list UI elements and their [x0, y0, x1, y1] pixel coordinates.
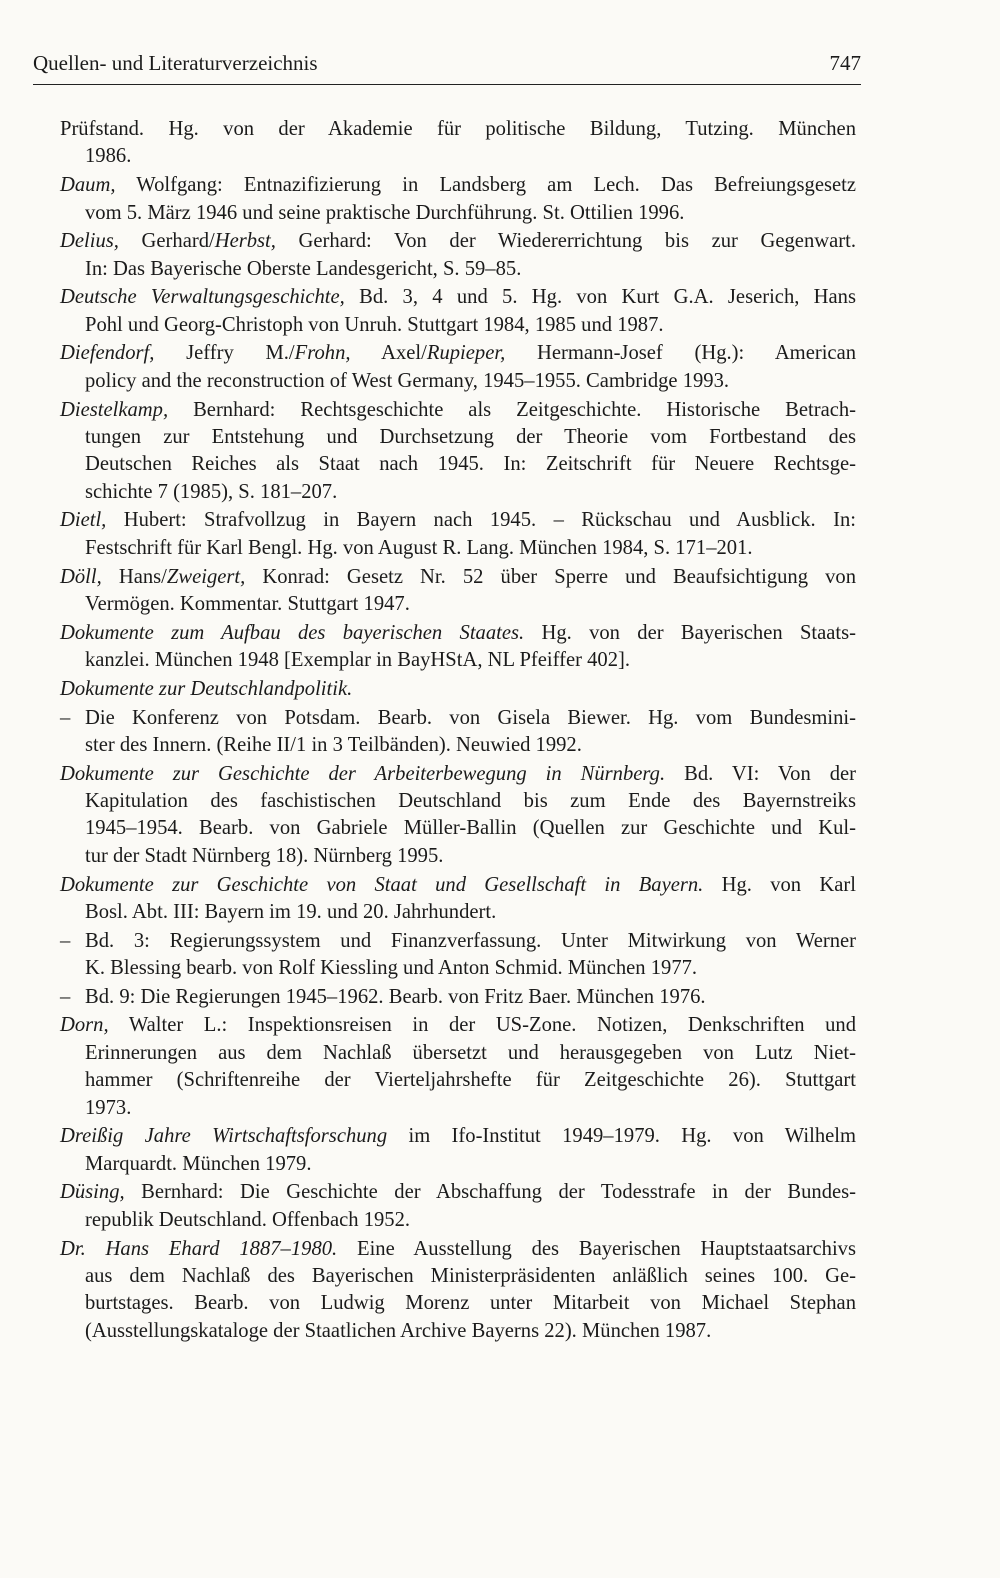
- work-title: Dokumente zur Geschichte der Arbeiterbewegung in Nürnberg.: [60, 762, 666, 785]
- author-name: Rupieper,: [426, 342, 506, 365]
- entry-text: Prüfstand. Hg. von der Akademie für politische Bildung, Tutzing. München: [60, 118, 856, 140]
- entry-line: [60, 1123, 856, 1150]
- author-name: Diefendorf,: [60, 342, 155, 365]
- entry-line: [60, 340, 856, 367]
- entry-line: [60, 732, 856, 759]
- list-dash: –: [60, 985, 71, 1008]
- entry-text: 1973.: [85, 1096, 132, 1119]
- author-given-name: Hans/: [101, 565, 167, 588]
- entry-line: [60, 397, 856, 424]
- entry-text: Deutschen Reiches als Staat nach 1945. In: Zeitschrift für Neuere Rechtsge-: [85, 453, 856, 476]
- list-dash: –: [60, 929, 71, 952]
- entry-line: [60, 647, 856, 674]
- entry-line: [60, 955, 856, 982]
- work-title: Dokumente zur Geschichte von Staat und Gesellschaft in Bayern.: [60, 873, 704, 896]
- author-name: Frohn,: [294, 342, 351, 365]
- entry-text: im Ifo-Institut 1949–1979. Hg. von Wilhelm: [387, 1125, 857, 1148]
- entry-line: [60, 1040, 856, 1067]
- bibliography-entry: [60, 705, 856, 760]
- bibliography-list: [60, 116, 856, 1347]
- author-name: Döll,: [60, 565, 102, 588]
- entry-line: [60, 172, 856, 199]
- entry-text: Hubert: Strafvollzug in Bayern nach 1945. – Rückschau und Ausblick. In:: [106, 509, 856, 532]
- entry-text: K. Blessing bearb. von Rolf Kiessling und Anton Schmid. München 1977.: [85, 957, 698, 980]
- entry-text: Bernhard: Die Geschichte der Abschaffung der Todesstrafe in der Bundes-: [124, 1181, 856, 1204]
- entry-text: Bosl. Abt. III: Bayern im 19. und 20. Jahrhundert.: [85, 900, 497, 923]
- entry-text: tur der Stadt Nürnberg 18). Nürnberg 1995.: [85, 844, 444, 867]
- entry-text: kanzlei. München 1948 [Exemplar in BayHStA, NL Pfeiffer 402].: [85, 649, 631, 672]
- entry-text: republik Deutschland. Offenbach 1952.: [85, 1208, 411, 1231]
- bibliography-entry: [60, 228, 856, 283]
- entry-text: Erinnerungen aus dem Nachlaß übersetzt und herausgegeben von Lutz Niet-: [85, 1041, 856, 1064]
- entry-line: [60, 1318, 856, 1345]
- entry-text: policy and the reconstruction of West Germany, 1945–1955. Cambridge 1993.: [85, 369, 730, 392]
- entry-line: [60, 312, 856, 339]
- bibliography-entry: [60, 1012, 856, 1122]
- author-given-name: Jeffry M./: [154, 342, 295, 365]
- entry-text: aus dem Nachlaß des Bayerischen Ministerpräsidenten anläßlich seines 100. Ge-: [85, 1265, 856, 1287]
- entry-line: [60, 507, 856, 534]
- entry-line: [60, 200, 856, 227]
- entry-text: 1945–1954. Bearb. von Gabriele Müller-Ballin (Quellen zur Geschichte und Kul-: [85, 817, 856, 840]
- bibliography-entry: [60, 564, 856, 619]
- author-name: Diestelkamp,: [60, 398, 169, 421]
- entry-line: [60, 1179, 856, 1206]
- bibliography-entry: [60, 984, 856, 1011]
- entry-line: [60, 1067, 856, 1094]
- bibliography-entry: [60, 284, 856, 339]
- entry-line: [60, 591, 856, 618]
- author-name: Daum,: [60, 174, 116, 197]
- entry-text: Hg. von Karl: [703, 873, 856, 896]
- work-title: Dokumente zum Aufbau des bayerischen Staates.: [60, 621, 525, 644]
- entry-line: [60, 284, 856, 311]
- entry-line: [60, 788, 856, 815]
- entry-text: Bd. 9: Die Regierungen 1945–1962. Bearb. von Fritz Baer. München 1976.: [85, 985, 706, 1008]
- entry-line: [60, 1012, 856, 1039]
- entry-text: Hg. von der Bayerischen Staats-: [524, 621, 856, 644]
- entry-text: Wolfgang: Entnazifizierung in Landsberg am Lech. Das Befreiungsgesetz: [115, 174, 856, 197]
- entry-text: Bernhard: Rechtsgeschichte als Zeitgeschichte. Historische Betrach-: [168, 398, 856, 421]
- entry-text: Eine Ausstellung des Bayerischen Hauptstaatsarchivs: [337, 1237, 856, 1260]
- entry-line: [60, 368, 856, 395]
- entry-line: [60, 1290, 856, 1317]
- entry-text: 1986.: [85, 145, 132, 168]
- entry-line: [60, 676, 856, 703]
- entry-text: Marquardt. München 1979.: [85, 1152, 312, 1175]
- entry-line: [60, 424, 856, 451]
- entry-text: Kapitulation des faschistischen Deutschland bis zum Ende des Bayernstreiks: [85, 790, 856, 813]
- work-title: Dr. Hans Ehard 1887–1980.: [60, 1237, 338, 1260]
- entry-line: [60, 1151, 856, 1178]
- author-name: Dietl,: [60, 509, 107, 532]
- author-name: Herbst,: [214, 230, 276, 253]
- entry-text: vom 5. März 1946 und seine praktische Durchführung. St. Ottilien 1996.: [85, 201, 685, 224]
- bibliography-entry: [60, 1123, 856, 1178]
- entry-text: schichte 7 (1985), S. 181–207.: [85, 480, 338, 503]
- author-name: Düsing,: [60, 1181, 125, 1204]
- bibliography-entry: [60, 172, 856, 227]
- entry-text: Walter L.: Inspektionsreisen in der US-Zone. Notizen, Denkschriften und: [108, 1014, 856, 1037]
- entry-text: Vermögen. Kommentar. Stuttgart 1947.: [85, 592, 410, 615]
- entry-text: Gerhard: Von der Wiedererrichtung bis zur Gegenwart.: [275, 230, 856, 253]
- entry-line: [60, 535, 856, 562]
- entry-line: [60, 143, 856, 170]
- entry-text: ster des Innern. (Reihe II/1 in 3 Teilbänden). Neuwied 1992.: [85, 733, 582, 756]
- bibliography-entry: [60, 397, 856, 507]
- entry-text: Festschrift für Karl Bengl. Hg. von August R. Lang. München 1984, S. 171–201.: [85, 536, 753, 559]
- entry-line: [60, 815, 856, 842]
- entry-line: [60, 564, 856, 591]
- entry-line: [60, 872, 856, 899]
- bibliography-entry: [60, 507, 856, 562]
- bibliography-entry: [60, 872, 856, 927]
- entry-text: (Ausstellungskataloge der Staatlichen Archive Bayerns 22). München 1987.: [85, 1319, 712, 1342]
- work-title: Deutsche Verwaltungsgeschichte,: [60, 286, 345, 309]
- bibliography-entry: [60, 116, 856, 171]
- entry-text: Hermann-Josef (Hg.): American: [505, 342, 857, 365]
- page-number: 747: [829, 51, 861, 75]
- entry-line: [60, 705, 856, 732]
- author-name: Dorn,: [60, 1014, 109, 1037]
- entry-line: [60, 899, 856, 926]
- entry-text: Die Konferenz von Potsdam. Bearb. von Gisela Biewer. Hg. vom Bundesmini-: [85, 706, 856, 729]
- entry-text: burtstages. Bearb. von Ludwig Morenz unter Mitarbeit von Michael Stephan: [85, 1292, 856, 1315]
- entry-line: [60, 479, 856, 506]
- work-title: Dokumente zur Deutschlandpolitik.: [60, 677, 353, 700]
- entry-line: [60, 1207, 856, 1234]
- entry-text: Bd. 3: Regierungssystem und Finanzverfassung. Unter Mitwirkung von Werner: [85, 929, 856, 952]
- entry-line: [60, 451, 856, 478]
- author-name: Zweigert,: [166, 565, 246, 588]
- entry-line: [60, 1095, 856, 1122]
- entry-text: In: Das Bayerische Oberste Landesgericht, S. 59–85.: [85, 257, 522, 280]
- entry-line: [60, 116, 856, 143]
- running-head: [33, 50, 861, 76]
- bibliography-entry: [60, 761, 856, 871]
- entry-line: [60, 843, 856, 870]
- work-title: Dreißig Jahre Wirtschaftsforschung: [60, 1125, 388, 1148]
- entry-text: hammer (Schriftenreihe der Vierteljahrshefte für Zeitgeschichte 26). Stuttgart: [85, 1069, 856, 1092]
- author-given-name: Gerhard/: [118, 230, 215, 253]
- entry-line: [60, 984, 856, 1011]
- bibliography-entry: [60, 1236, 856, 1346]
- entry-line: [60, 761, 856, 788]
- list-dash: –: [60, 706, 71, 729]
- entry-line: [60, 1236, 856, 1263]
- author-name: Delius,: [60, 230, 119, 253]
- entry-text: Konrad: Gesetz Nr. 52 über Sperre und Beaufsichtigung von: [245, 565, 856, 588]
- bibliography-entry: [60, 1179, 856, 1234]
- section-title: Quellen- und Literaturverzeichnis: [33, 51, 318, 75]
- entry-text: tungen zur Entstehung und Durchsetzung der Theorie vom Fortbestand des: [85, 425, 856, 448]
- entry-line: [60, 228, 856, 255]
- entry-text: Bd. VI: Von der: [665, 762, 857, 785]
- bibliography-entry: [60, 676, 856, 703]
- entry-text: Pohl und Georg-Christoph von Unruh. Stuttgart 1984, 1985 und 1987.: [85, 313, 664, 336]
- entry-text: Bd. 3, 4 und 5. Hg. von Kurt G.A. Jeserich, Hans: [344, 286, 856, 309]
- bibliography-entry: [60, 928, 856, 983]
- entry-line: [60, 256, 856, 283]
- entry-line: [60, 928, 856, 955]
- bibliography-entry: [60, 340, 856, 395]
- bibliography-entry: [60, 620, 856, 675]
- entry-line: [60, 620, 856, 647]
- entry-line: [60, 1263, 856, 1290]
- header-rule: [33, 84, 861, 85]
- author-given-name: Axel/: [350, 342, 427, 365]
